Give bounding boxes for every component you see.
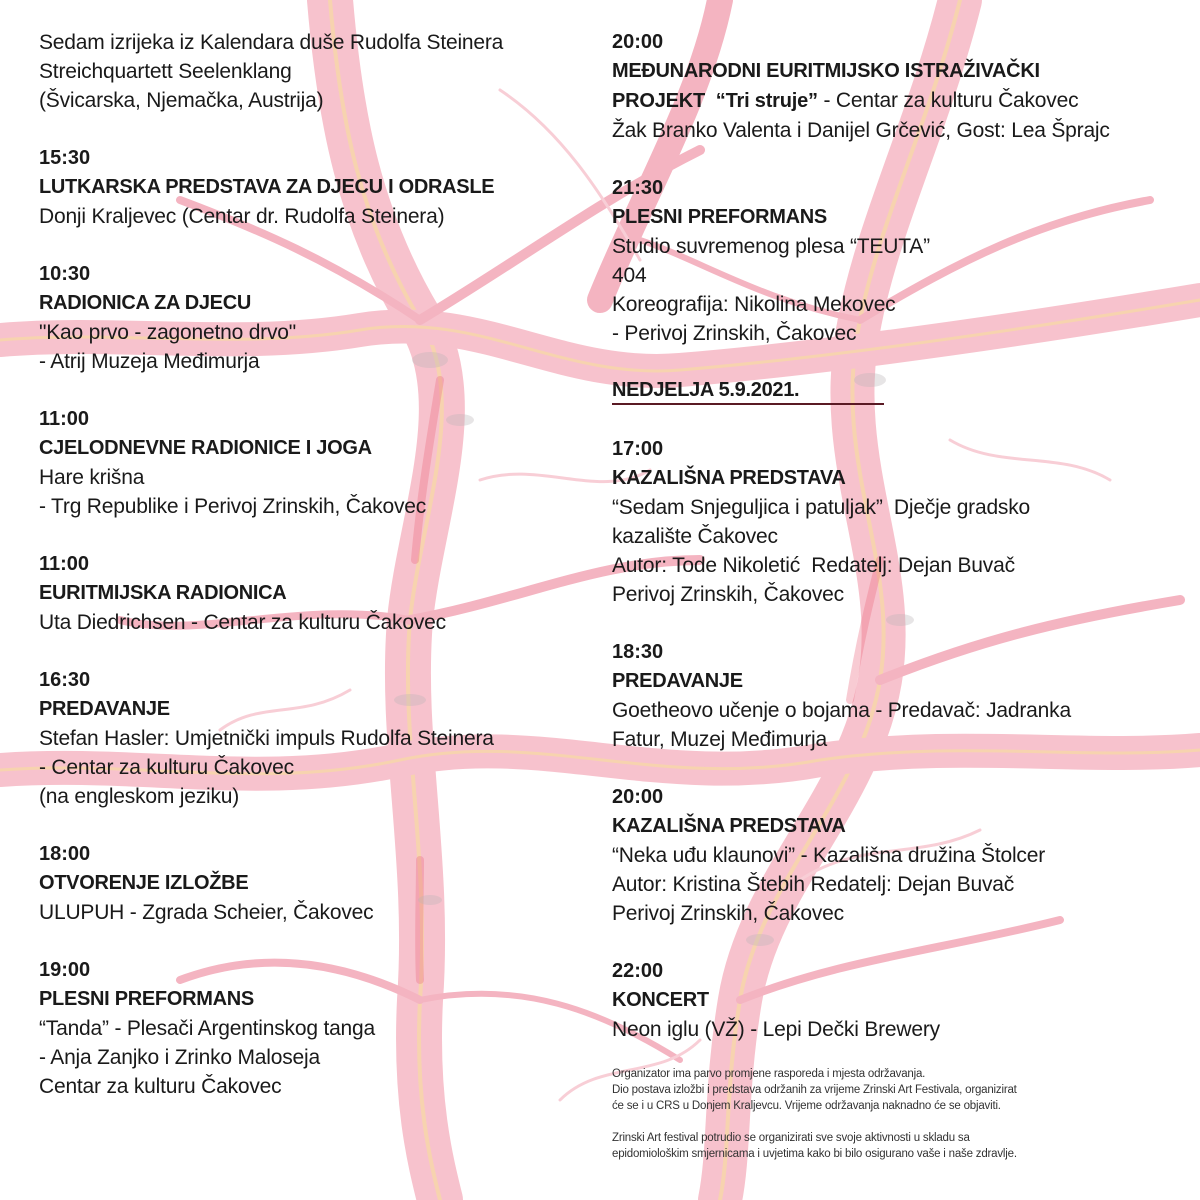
event-title: PREDAVANJE [612, 670, 743, 692]
event-detail: - Centar za kulturu Čakovec [39, 756, 294, 779]
note-line: Organizator ima parvo promjene rasporeda i mjesta održavanja. [612, 1068, 926, 1080]
event-detail: Uta Diedrichsen - Centar za kulturu Čakovec [39, 611, 446, 634]
event-detail: Autor: Kristina Štebih Redatelj: Dejan Buvač [612, 873, 1015, 896]
event-title: EURITMIJSKA RADIONICA [39, 582, 287, 604]
event-detail: ULUPUH - Zgrada Scheier, Čakovec [39, 901, 374, 924]
event-detail: Autor: Tode Nikoletić Redatelj: Dejan Buvač [612, 554, 1015, 577]
event-item [39, 840, 589, 927]
event-detail: “Tanda” - Plesači Argentinskog tanga [39, 1017, 375, 1040]
notes-paragraph [612, 1130, 1192, 1162]
event-detail: Centar za kulturu Čakovec [39, 1075, 282, 1098]
event-detail: “Neka uđu klaunovi” - Kazališna družina Štolcer [612, 844, 1045, 867]
event-detail: Fatur, Muzej Međimurja [612, 728, 828, 751]
event-time: 11:00 [39, 408, 90, 430]
note-line: će se i u CRS u Donjem Kraljevcu. Vrijeme održavanja naknadno će se objaviti. [612, 1100, 1001, 1112]
event-item [612, 783, 1172, 928]
notes-paragraph [612, 1066, 1192, 1114]
event-item [612, 957, 1172, 1044]
note-line: Dio postava izložbi i predstava održanih za vrijeme Zrinski Art Festivala, organizirat [612, 1084, 1017, 1096]
event-detail: Hare krišna [39, 466, 145, 489]
event-detail: Neon iglu (VŽ) - Lepi Dečki Brewery [612, 1018, 940, 1041]
event-item [39, 550, 589, 637]
intro-line: Streichquartett Seelenklang [39, 60, 292, 83]
event-time: 20:00 [612, 31, 664, 53]
right-column [612, 28, 1172, 1073]
event-title-continued [612, 86, 1172, 116]
event-detail: kazalište Čakovec [612, 525, 778, 548]
note-line: epidomiološkim smjernicama i uvjetima kako bi bilo osigurano vaše i naše zdravlje. [612, 1148, 1017, 1160]
event-detail: Perivoj Zrinskih, Čakovec [612, 902, 844, 925]
intro-line: (Švicarska, Njemačka, Austrija) [39, 89, 324, 112]
event-time: 18:00 [39, 843, 91, 865]
event-title: LUTKARSKA PREDSTAVA ZA DJECU I ODRASLE [39, 176, 495, 198]
event-detail: Stefan Hasler: Umjetnički impuls Rudolfa Steinera [39, 727, 494, 750]
event-title: RADIONICA ZA DJECU [39, 292, 252, 314]
event-detail: Koreografija: Nikolina Mekovec [612, 293, 896, 316]
event-detail: Studio suvremenog plesa “TEUTA” [612, 235, 930, 258]
event-title: PREDAVANJE [39, 698, 170, 720]
event-title: PLESNI PREFORMANS [39, 988, 254, 1010]
event-item [39, 144, 589, 231]
note-line: Zrinski Art festival potrudio se organizirati sve svoje aktivnosti u skladu sa [612, 1132, 970, 1144]
event-detail: - Trg Republike i Perivoj Zrinskih, Čakovec [39, 495, 427, 518]
event-detail: Žak Branko Valenta i Danijel Grčević, Gost: Lea Šprajc [612, 119, 1110, 142]
event-time: 18:30 [612, 641, 664, 663]
event-detail: Donji Kraljevec (Centar dr. Rudolfa Steinera) [39, 205, 445, 228]
event-venue: - Centar za kulturu Čakovec [817, 89, 1079, 112]
event-title: MEĐUNARODNI EURITMIJSKO ISTRAŽIVAČKI [612, 60, 1040, 82]
event-time: 17:00 [612, 438, 664, 460]
event-item [39, 405, 589, 521]
event-detail: - Perivoj Zrinskih, Čakovec [612, 322, 857, 345]
event-item [39, 260, 589, 376]
event-detail: (na engleskom jeziku) [39, 785, 240, 808]
event-detail: 404 [612, 264, 647, 287]
event-item [612, 28, 1172, 145]
event-time: 20:00 [612, 786, 664, 808]
event-time: 21:30 [612, 177, 664, 199]
event-item [39, 666, 589, 811]
left-column [39, 28, 589, 1130]
event-title: OTVORENJE IZLOŽBE [39, 872, 249, 894]
event-title: KAZALIŠNA PREDSTAVA [612, 815, 846, 837]
day-heading: NEDJELJA 5.9.2021. [612, 377, 884, 405]
event-time: 22:00 [612, 960, 664, 982]
intro-block [39, 28, 589, 115]
event-detail: Goetheovo učenje o bojama - Predavač: Jadranka [612, 699, 1071, 722]
event-detail: “Sedam Snjeguljica i patuljak” Dječje gradsko [612, 496, 1031, 519]
event-item [612, 435, 1172, 609]
event-time: 15:30 [39, 147, 91, 169]
intro-line: Sedam izrijeka iz Kalendara duše Rudolfa Steinera [39, 31, 504, 54]
event-detail: - Anja Zanjko i Zrinko Maloseja [39, 1046, 320, 1069]
event-title-bold: PROJEKT “Tri struje” [612, 90, 818, 112]
event-item [612, 174, 1172, 348]
event-title: PLESNI PREFORMANS [612, 206, 827, 228]
event-time: 16:30 [39, 669, 91, 691]
event-time: 11:00 [39, 553, 90, 575]
event-title: KAZALIŠNA PREDSTAVA [612, 467, 846, 489]
footer-notes [612, 1066, 1192, 1178]
event-detail: "Kao prvo - zagonetno drvo" [39, 321, 296, 344]
event-item [39, 956, 589, 1101]
event-title: CJELODNEVNE RADIONICE I JOGA [39, 437, 372, 459]
event-detail: - Atrij Muzeja Međimurja [39, 350, 260, 373]
event-item [612, 638, 1172, 754]
event-time: 10:30 [39, 263, 91, 285]
event-title: KONCERT [612, 989, 709, 1011]
event-detail: Perivoj Zrinskih, Čakovec [612, 583, 844, 606]
event-time: 19:00 [39, 959, 91, 981]
